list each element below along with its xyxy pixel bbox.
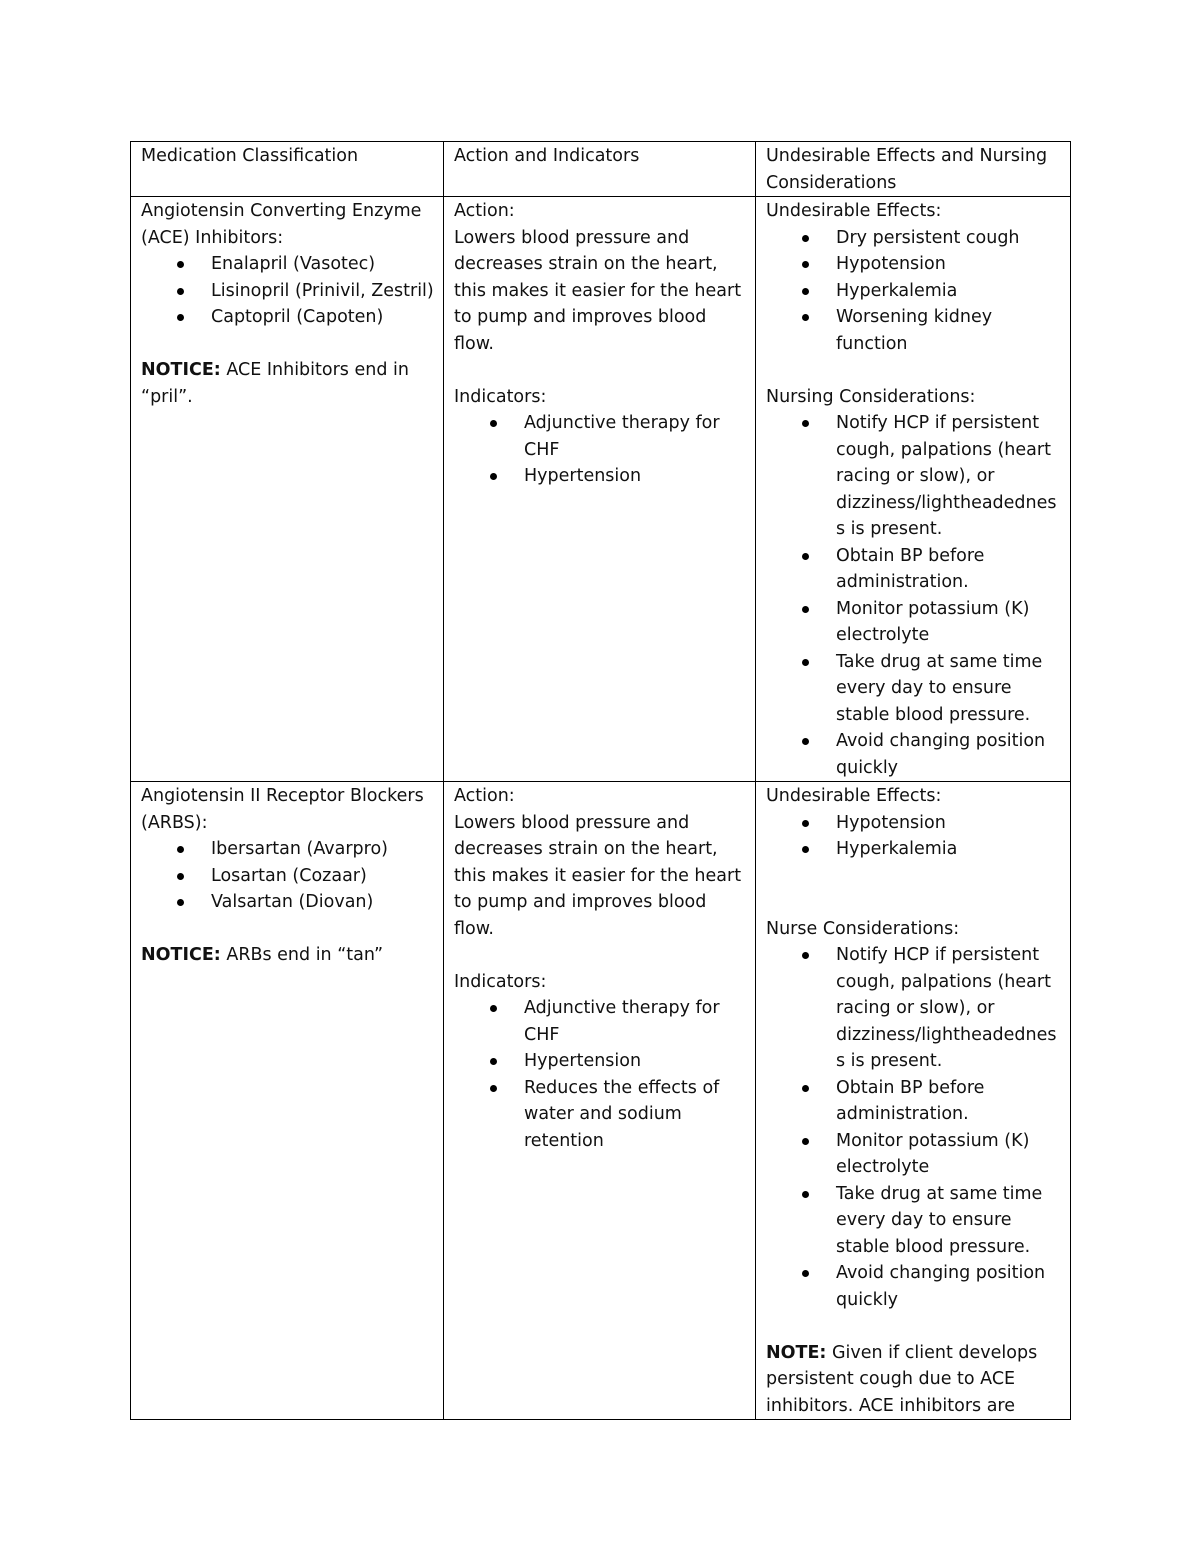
spacer bbox=[454, 942, 746, 969]
nursing-item-line: Monitor potassium (K) bbox=[836, 1130, 1030, 1151]
indicator-item bbox=[454, 463, 746, 490]
drug-item bbox=[141, 836, 434, 863]
nursing-item-line: quickly bbox=[836, 757, 899, 778]
spacer bbox=[141, 916, 434, 943]
nursing-item-line: cough, palpations (heart bbox=[836, 971, 1051, 992]
nursing-item bbox=[766, 410, 1061, 543]
indicator-item bbox=[454, 410, 746, 463]
note-text-line: inhibitors. ACE inhibitors are bbox=[766, 1395, 1016, 1416]
nursing-item-line: electrolyte bbox=[836, 625, 930, 645]
undesirable-item bbox=[766, 278, 1061, 305]
nursing-item-line: Take drug at same time bbox=[836, 651, 1043, 672]
drug-item bbox=[141, 889, 434, 916]
action-text-line: Lowers blood pressure and bbox=[454, 227, 690, 248]
nursing-item bbox=[766, 1181, 1061, 1261]
notice-text-line: “pril”. bbox=[141, 386, 193, 407]
nursing-item-line: s is present. bbox=[836, 1051, 943, 1071]
medication-table bbox=[130, 141, 1071, 1420]
indicator-item bbox=[454, 1048, 746, 1075]
nursing-item-line: dizziness/lightheadednes bbox=[836, 492, 1057, 513]
classification-cell bbox=[131, 197, 444, 782]
nursing-item-line: s is present. bbox=[836, 519, 943, 539]
notice-text: ACE Inhibitors end in bbox=[220, 360, 409, 380]
indicator-item bbox=[454, 1075, 746, 1155]
nursing-item-line: every day to ensure bbox=[836, 1210, 1012, 1230]
nursing-item bbox=[766, 1128, 1061, 1181]
indicator-item-line: retention bbox=[524, 1130, 604, 1151]
action-label: Action: bbox=[454, 201, 515, 221]
header-undesirable-effects bbox=[756, 142, 1071, 197]
indicators-label: Indicators: bbox=[454, 386, 547, 407]
undesirable-item bbox=[766, 836, 1061, 863]
notice-text: ARBs end in “tan” bbox=[220, 945, 384, 965]
nursing-item-line: Avoid changing position bbox=[836, 1263, 1046, 1283]
action-text-line: decreases strain on the heart, bbox=[454, 839, 718, 859]
nursing-label: Nurse Considerations: bbox=[766, 918, 960, 939]
nursing-item-line: administration. bbox=[836, 1104, 969, 1124]
spacer bbox=[766, 357, 1061, 384]
undesirable-item bbox=[766, 810, 1061, 837]
drug-item-line: Lisinopril (Prinivil, Zestril) bbox=[211, 280, 434, 301]
nursing-item-line: Avoid changing position bbox=[836, 731, 1046, 751]
class-title-line: (ACE) Inhibitors: bbox=[141, 227, 284, 248]
undesirable-item-line: function bbox=[836, 333, 908, 354]
undesirable-item-line: Dry persistent cough bbox=[836, 227, 1020, 248]
notice-line bbox=[141, 357, 434, 384]
indicator-item-line: Adjunctive therapy for bbox=[524, 998, 720, 1018]
indicator-item-line: CHF bbox=[524, 439, 560, 460]
nursing-label: Nursing Considerations: bbox=[766, 386, 976, 407]
drug-list bbox=[141, 251, 434, 331]
drug-item bbox=[141, 278, 434, 305]
spacer bbox=[766, 863, 1061, 916]
effects-considerations-cell bbox=[756, 197, 1071, 782]
note-text-line: persistent cough due to ACE bbox=[766, 1369, 1016, 1389]
action-text-line: Lowers blood pressure and bbox=[454, 812, 690, 833]
nursing-item-line: Obtain BP before bbox=[836, 545, 985, 566]
nursing-list bbox=[766, 942, 1061, 1313]
indicator-list bbox=[454, 410, 746, 490]
action-text-line: this makes it easier for the heart bbox=[454, 280, 742, 301]
class-title-line: Angiotensin II Receptor Blockers bbox=[141, 786, 424, 806]
indicator-item-line: water and sodium bbox=[524, 1104, 682, 1124]
indicator-item-line: Hypertension bbox=[524, 466, 642, 486]
drug-item bbox=[141, 304, 434, 331]
nursing-item-line: racing or slow), or bbox=[836, 998, 995, 1018]
class-title-line: Angiotensin Converting Enzyme bbox=[141, 201, 422, 221]
nursing-item bbox=[766, 1075, 1061, 1128]
action-text-line: this makes it easier for the heart bbox=[454, 865, 742, 886]
header-medication-classification bbox=[131, 142, 444, 197]
undesirable-item-line: Hypotension bbox=[836, 812, 946, 833]
spacer bbox=[454, 357, 746, 384]
undesirable-item bbox=[766, 251, 1061, 278]
table-row bbox=[131, 782, 1071, 1420]
header-text: Action and Indicators bbox=[454, 146, 640, 166]
indicator-item-line: Reduces the effects of bbox=[524, 1077, 720, 1098]
drug-list bbox=[141, 836, 434, 916]
nursing-item-line: every day to ensure bbox=[836, 678, 1012, 698]
drug-item-line: Captopril (Capoten) bbox=[211, 307, 384, 327]
undesirable-item-line: Hypotension bbox=[836, 254, 946, 274]
drug-item-line: Enalapril (Vasotec) bbox=[211, 254, 376, 274]
drug-item bbox=[141, 251, 434, 278]
notice-label: NOTICE: bbox=[141, 945, 221, 965]
indicator-item bbox=[454, 995, 746, 1048]
header-text-line: Considerations bbox=[766, 172, 897, 193]
header-action-and-indicators bbox=[444, 142, 756, 197]
nursing-item bbox=[766, 1260, 1061, 1313]
nursing-item bbox=[766, 543, 1061, 596]
nursing-item-line: racing or slow), or bbox=[836, 466, 995, 486]
nursing-item-line: stable blood pressure. bbox=[836, 1236, 1031, 1257]
notice-line bbox=[141, 942, 434, 969]
drug-item bbox=[141, 863, 434, 890]
note-text: Given if client develops bbox=[826, 1342, 1038, 1363]
undesirable-item bbox=[766, 304, 1061, 357]
header-text-line: Undesirable Effects and Nursing bbox=[766, 146, 1048, 166]
spacer bbox=[141, 331, 434, 358]
drug-item-line: Valsartan (Diovan) bbox=[211, 892, 374, 912]
nursing-list bbox=[766, 410, 1061, 781]
undesirable-item-line: Hyperkalemia bbox=[836, 839, 958, 859]
indicator-item-line: CHF bbox=[524, 1024, 560, 1045]
nursing-item bbox=[766, 728, 1061, 781]
header-row bbox=[131, 142, 1071, 197]
table-row bbox=[131, 197, 1071, 782]
undesirable-item bbox=[766, 225, 1061, 252]
class-title-line: (ARBS): bbox=[141, 812, 208, 833]
action-text-line: to pump and improves blood bbox=[454, 307, 707, 327]
undesirable-list bbox=[766, 225, 1061, 358]
classification-cell bbox=[131, 782, 444, 1420]
undesirable-label: Undesirable Effects: bbox=[766, 201, 942, 221]
action-text-line: to pump and improves blood bbox=[454, 892, 707, 912]
undesirable-list bbox=[766, 810, 1061, 863]
note-line bbox=[766, 1340, 1061, 1367]
indicator-item-line: Hypertension bbox=[524, 1051, 642, 1071]
nursing-item bbox=[766, 942, 1061, 1075]
nursing-item-line: cough, palpations (heart bbox=[836, 439, 1051, 460]
action-text-line: flow. bbox=[454, 918, 494, 939]
nursing-item-line: Notify HCP if persistent bbox=[836, 945, 1040, 965]
nursing-item-line: dizziness/lightheadednes bbox=[836, 1024, 1057, 1045]
undesirable-item-line: Hyperkalemia bbox=[836, 280, 958, 301]
note-label: NOTE: bbox=[766, 1342, 827, 1363]
action-indicators-cell bbox=[444, 782, 756, 1420]
nursing-item-line: stable blood pressure. bbox=[836, 704, 1031, 725]
notice-label: NOTICE: bbox=[141, 360, 221, 380]
nursing-item-line: electrolyte bbox=[836, 1157, 930, 1177]
indicators-label: Indicators: bbox=[454, 971, 547, 992]
nursing-item-line: Notify HCP if persistent bbox=[836, 413, 1040, 433]
nursing-item bbox=[766, 649, 1061, 729]
header-text: Medication Classification bbox=[141, 146, 359, 166]
nursing-item-line: Obtain BP before bbox=[836, 1077, 985, 1098]
action-text-line: flow. bbox=[454, 333, 494, 354]
nursing-item-line: Monitor potassium (K) bbox=[836, 598, 1030, 619]
action-text-line: decreases strain on the heart, bbox=[454, 254, 718, 274]
action-label: Action: bbox=[454, 786, 515, 806]
undesirable-label: Undesirable Effects: bbox=[766, 786, 942, 806]
indicator-item-line: Adjunctive therapy for bbox=[524, 413, 720, 433]
effects-considerations-cell bbox=[756, 782, 1071, 1420]
action-indicators-cell bbox=[444, 197, 756, 782]
nursing-item-line: quickly bbox=[836, 1289, 899, 1310]
undesirable-item-line: Worsening kidney bbox=[836, 307, 993, 327]
nursing-item bbox=[766, 596, 1061, 649]
nursing-item-line: administration. bbox=[836, 572, 969, 592]
indicator-list bbox=[454, 995, 746, 1154]
spacer bbox=[766, 1313, 1061, 1340]
nursing-item-line: Take drug at same time bbox=[836, 1183, 1043, 1204]
drug-item-line: Losartan (Cozaar) bbox=[211, 865, 367, 886]
drug-item-line: Ibersartan (Avarpro) bbox=[211, 839, 389, 859]
